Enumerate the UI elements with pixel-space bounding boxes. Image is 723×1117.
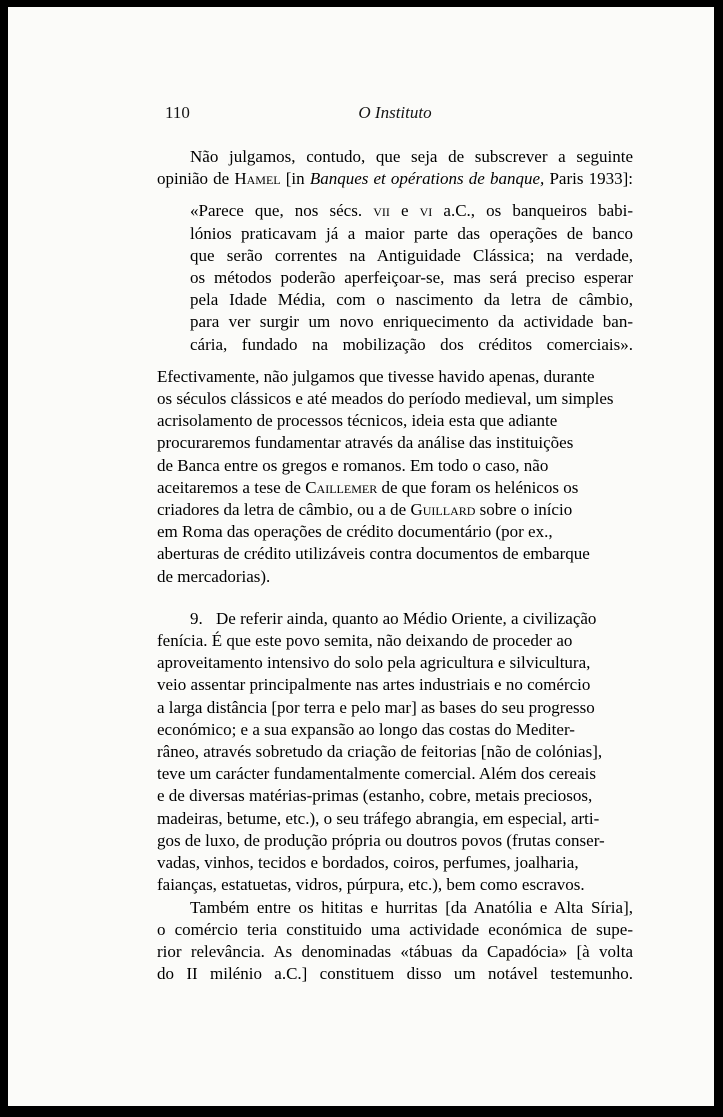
section-number: 9.	[190, 608, 203, 628]
section-9: 9. De referir ainda, quanto ao Médio Oriente, a civilização fenícia. É que este povo semita, não deixando de proceder ao aproveitamento intensivo do solo pela agricultura e silvicultura, veio assentar principalmente nas artes industriais e no comércio a larga distância [por terra e pelo mar] as bases do seu progresso económico; e a sua expansão ao longo das costas do Mediter- râneo, através sobretudo da criação de feitorias [não de colónias], teve um carácter fundamentalmente comercial. Além dos cereais e de diversas matérias-primas (estanho, cobre, metais preciosos, madeiras, betume, etc.), o seu tráfego abrangia, em especial, arti- gos de luxo, de produção própria ou doutros povos (frutas conser- vadas, vinhos, tecidos e bordados, coiros, perfumes, joalharia, faianças, estatuetas, vidros, púrpura, etc.), bem como escravos.	[157, 608, 605, 895]
text-line: Não julgamos, contudo, que seja de subscrever a seguinte	[190, 147, 633, 166]
body-text	[157, 146, 633, 985]
book-title: Banques et opérations de banque,	[309, 169, 545, 189]
page-header	[165, 103, 625, 127]
author-name: Guillard	[410, 500, 476, 520]
running-title: O Instituto	[358, 103, 432, 122]
author-name: Caillemer	[305, 477, 378, 497]
page-number: 110	[165, 103, 190, 122]
author-name: Hamel	[234, 169, 281, 189]
paragraph-hititas: Também entre os hititas e hurritas [da Anatólia e Alta Síria], o comércio teria constituido uma actividade económica de supe- rior relevância. As denominadas «tábuas da Capadócia» [à volta do II milénio a.C.] constituem disso um notável testemunho.	[157, 897, 633, 984]
paragraph-efectivamente: Efectivamente, não julgamos que tivesse havido apenas, durante os séculos clássicos e até meados do período medieval, um simples acrisolamento de processos técnicos, ideia esta que adiante procuraremos fundamentar através da análise das instituições de Banca entre os gregos e romanos. Em todo o caso, não aceitaremos a tese de Caillemer de que foram os helénicos os criadores da letra de câmbio, ou a de Guillard sobre o início em Roma das operações de crédito documentário (por ex., aberturas de crédito utilizáveis contra documentos de embarque de mercadorias).	[157, 366, 614, 586]
paragraph-intro: Não julgamos, contudo, que seja de subscrever a seguinte opinião de Hamel [in Banques et opérations de banque, Paris 1933]:	[157, 147, 633, 189]
block-quote: «Parece que, nos sécs. vii e vi a.C., os banqueiros babi- lónios praticavam já a maior parte das operações de banco que serão correntes na Antiguidade Clássica; na verdade, os métodos poderão aperfeiçoar-se, mas será preciso esperar pela Idade Média, com o nascimento da letra de câmbio, para ver surgir um novo enriquecimento da actividade ban- cária, fundado na mobilização dos créditos comerciais».	[190, 201, 634, 354]
